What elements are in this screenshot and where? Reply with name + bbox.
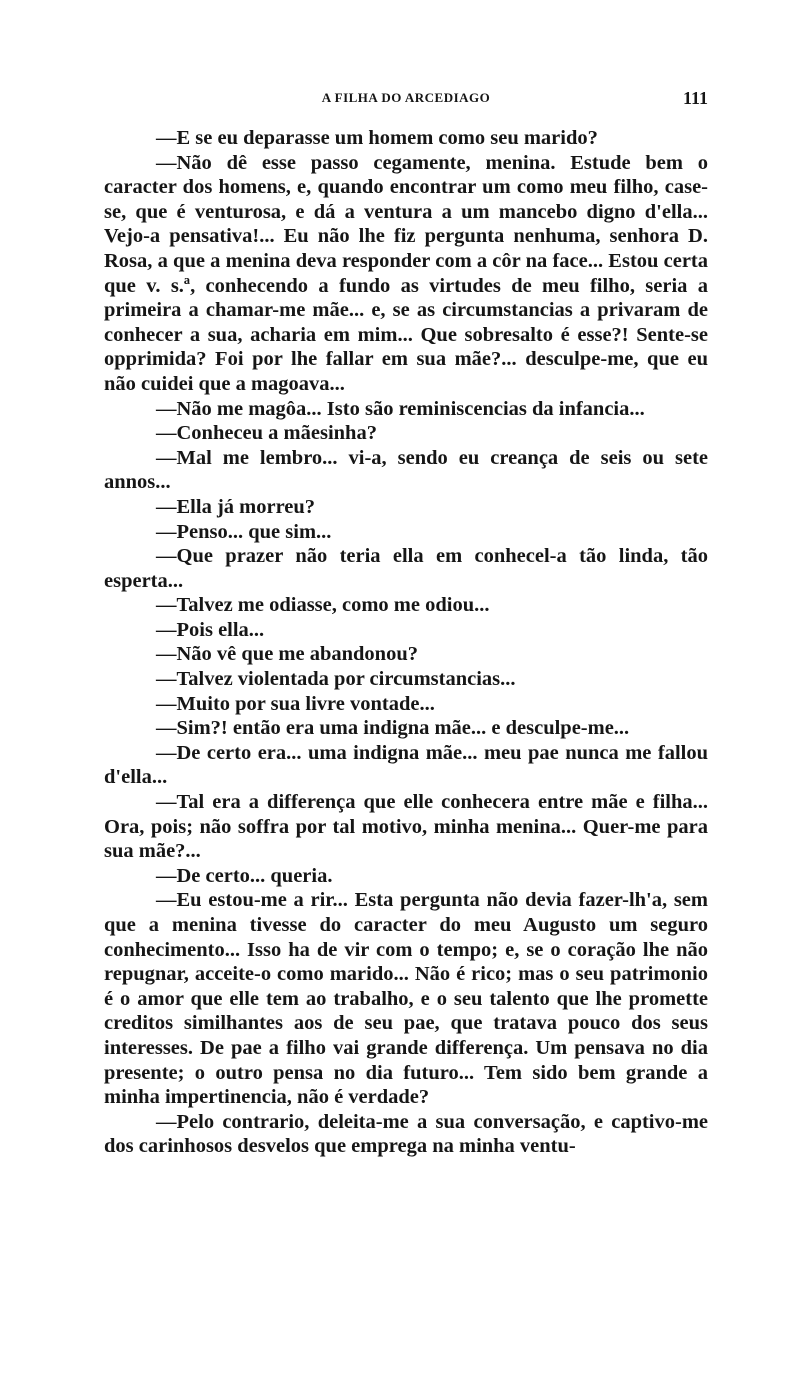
dialogue-line: —Não dê esse passo cegamente, menina. Estude bem o caracter dos homens, e, quando encontrar um como meu filho, case-se, que é venturosa, e dá a ventura a um mancebo digno d'ella... Vejo-a pensativa!... Eu não lhe fiz pergunta nenhuma, senhora D. Rosa, a que a menina deva responder com a côr na face... Estou certa que v. s.ª, conhecendo a fundo as virtudes de meu filho, seria a primeira a chamar-me mãe... e, se as circumstancias a privaram de conhecer a sua, acharia em mim... Que sobresalto é esse?! Sente-se opprimida? Foi por lhe fallar em sua mãe?... desculpe-me, que eu não cuidei que a magoava... [104,151,708,395]
dialogue-line: —Não vê que me abandonou? [156,643,418,666]
dialogue-line: —Pelo contrario, deleita-me a sua conversação, e captivo-me dos carinhosos desvelos que emprega na minha ventu- [104,1110,708,1158]
dialogue-line: —E se eu deparasse um homem como seu marido? [156,127,598,149]
dialogue-line: —Penso... que sim... [156,520,332,543]
dialogue-line: —Não me magôa... Isto são reminiscencias da infancia... [156,397,645,420]
dialogue-line: —Eu estou-me a rir... Esta pergunta não devia fazer-lh'a, sem que a menina tivesse do caracter do meu Augusto um seguro conhecimento... Isso ha de vir com o tempo; e, se o coração lhe não repugnar, acceite-o como marido... Não é rico; mas o seu patrimonio é o amor que elle tem ao trabalho, e o seu talento que lhe promette creditos similhantes aos de seu pae, que tratava pouco dos seus interesses. De pae a filho vai grande differença. Um pensava no dia presente; o outro pensa no dia futuro... Tem sido bem grande a minha impertinencia, não é verdade? [104,889,708,1109]
dialogue-line: —Sim?! então era uma indigna mãe... e desculpe-me... [156,717,630,740]
dialogue-line: —De certo era... uma indigna mãe... meu pae nunca me fallou d'ella... [104,741,708,789]
dialogue-line: —De certo... queria. [156,864,333,887]
dialogue-line: —Ella já morreu? [156,495,316,518]
page-number: 111 [682,88,708,108]
body-text [104,126,708,1159]
dialogue-line: —Que prazer não teria ella em conhecel-a tão linda, tão esperta... [104,545,708,592]
dialogue-line: —Talvez me odiasse, como me odiou... [156,594,490,617]
page-header [104,88,708,112]
dialogue-line: —Tal era a differença que elle conhecera entre mãe e filha... Ora, pois; não soffra por tal motivo, minha menina... Quer-me para sua mãe?... [104,791,708,863]
dialogue-line: —Pois ella... [156,618,265,641]
dialogue-line: —Talvez violentada por circumstancias... [156,668,516,691]
running-title: A FILHA DO ARCEDIAGO [321,90,491,105]
dialogue-line: —Mal me lembro... vi-a, sendo eu creança de seis ou sete annos... [104,446,708,494]
dialogue-line: —Conheceu a mãesinha? [156,422,377,445]
dialogue-line: —Muito por sua livre vontade... [156,692,435,715]
